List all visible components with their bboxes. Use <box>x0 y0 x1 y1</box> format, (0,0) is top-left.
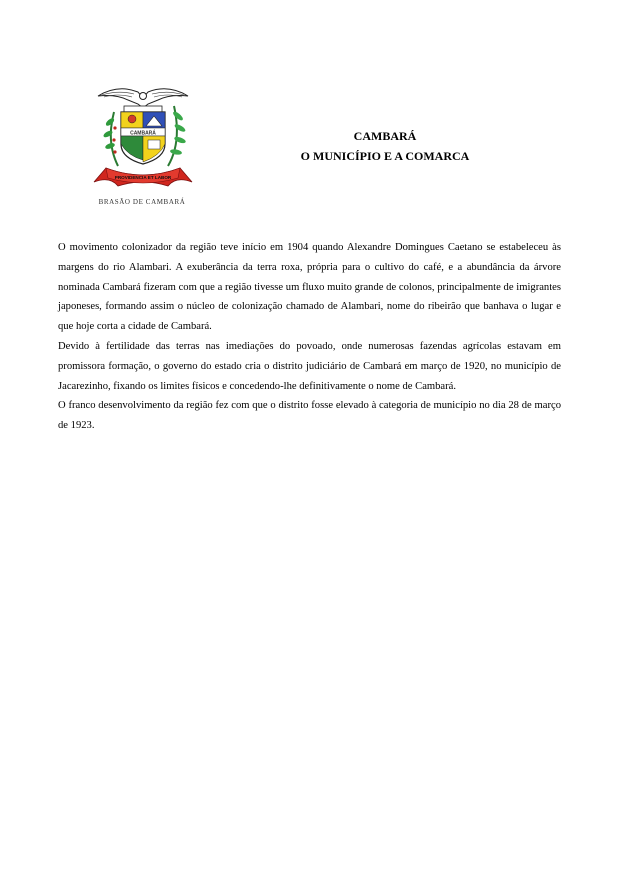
eagle-icon <box>98 89 188 108</box>
paragraph: O franco desenvolvimento da região fez com que o distrito fosse elevado à categoria de município no dia 28 de março de 1923. <box>58 400 561 432</box>
svg-text:CAMBARÁ: CAMBARÁ <box>130 130 156 137</box>
coat-of-arms-image <box>88 82 198 194</box>
title-line-2: O MUNICÍPIO E A COMARCA <box>300 149 470 163</box>
paragraph: O movimento colonizador da região teve início em 1904 quando Alexandre Domingues Caetano se estabeleceu às margens do rio Alambari. A exuberância da terra roxa, própria para o cultivo do café, e a abundância da árvore nominada Cambará fizeram com que a região tivesse um fluxo muito grande de colonos, principalmente de imigrantes japoneses, formando assim o núcleo de colonização chamado de Alambari, nome do ribeirão que banhava o lugar e que hoje corta a cidade de Cambará. <box>58 242 561 333</box>
plant-branch-icon <box>168 106 186 166</box>
shield-icon <box>121 112 165 164</box>
paragraph: Devido à fertilidade das terras nas imediações do povoado, onde numerosas fazendas agrícolas estavam em promissora formação, o governo do estado cria o distrito judiciário de Cambará em março de 1920, no município de Jacarezinho, fixando os limites físicos e concedendo-lhe definitivamente o nome de Cambará. <box>58 340 561 392</box>
body-text <box>58 238 561 436</box>
ribbon-banner <box>94 168 192 186</box>
svg-text:PROVIDENCIA ET LABOR: PROVIDENCIA ET LABOR <box>114 175 172 180</box>
coffee-branch-icon <box>102 112 118 166</box>
page-title <box>250 126 520 166</box>
crest-caption: BRASÃO DE CAMBARÁ <box>98 198 186 206</box>
title-line-1: CAMBARÁ <box>353 129 417 143</box>
